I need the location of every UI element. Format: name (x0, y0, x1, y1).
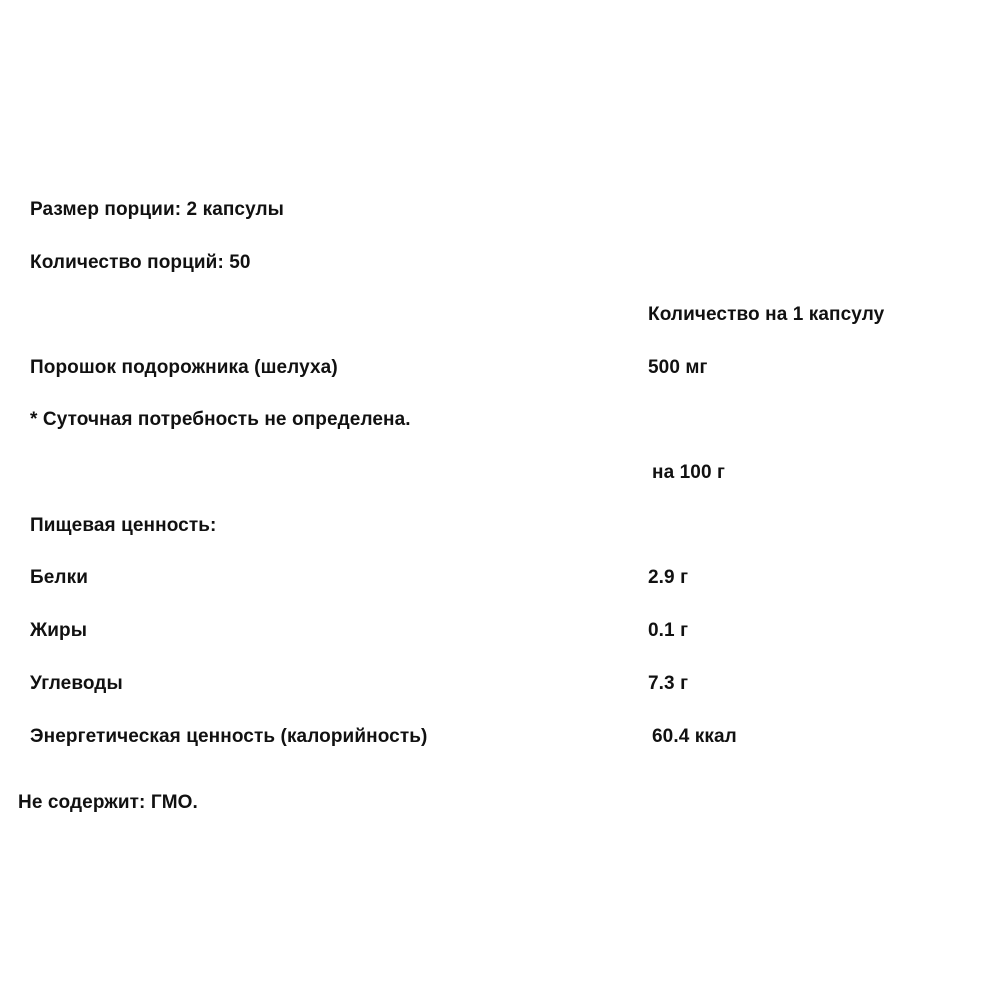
nutrient-name-energy: Энергетическая ценность (калорийность) (30, 726, 428, 747)
ingredient-name: Порошок подорожника (шелуха) (30, 357, 338, 378)
serving-size: Размер порции: 2 капсулы (30, 199, 285, 220)
per-capsule-header: Количество на 1 капсулу (648, 304, 885, 325)
nutrient-value-energy: 60.4 ккал (652, 726, 737, 747)
nutrient-value-protein: 2.9 г (648, 567, 689, 588)
nutrient-name-fat: Жиры (30, 620, 88, 641)
gmo-statement: Не содержит: ГМО. (18, 792, 198, 813)
ingredient-amount: 500 мг (648, 357, 708, 378)
serving-count: Количество порций: 50 (30, 252, 251, 273)
daily-value-note: * Суточная потребность не определена. (30, 409, 411, 430)
per-100g-header: на 100 г (652, 462, 726, 483)
nutrient-value-carbs: 7.3 г (648, 673, 689, 694)
nutrient-value-fat: 0.1 г (648, 620, 689, 641)
nutrition-title: Пищевая ценность: (30, 515, 217, 536)
nutrient-name-protein: Белки (30, 567, 88, 588)
nutrient-name-carbs: Углеводы (30, 673, 123, 694)
